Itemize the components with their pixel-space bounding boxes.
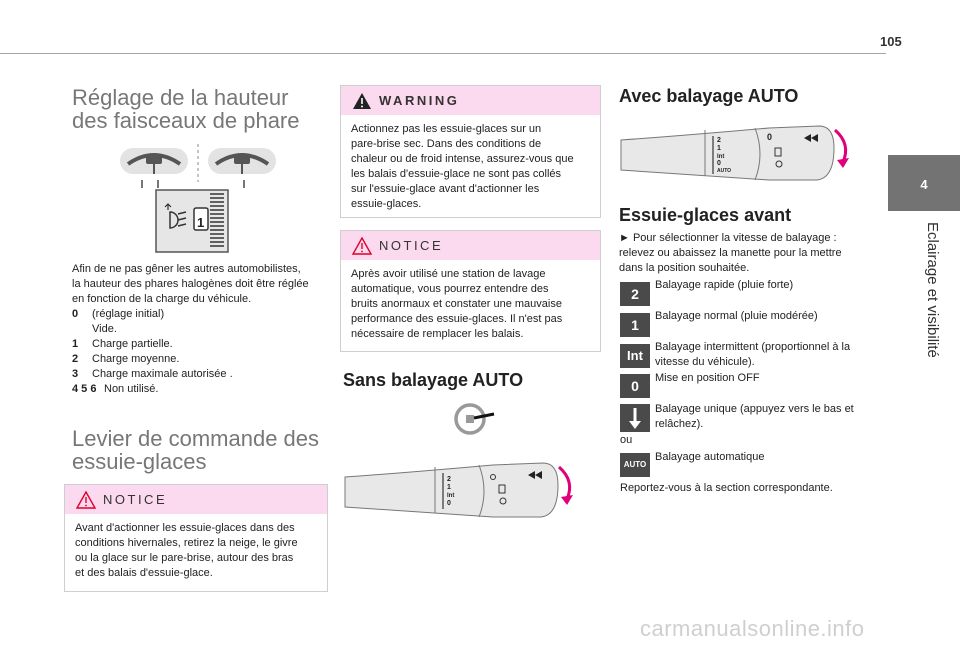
text-line: Afin de ne pas gêner les autres automobilistes, [72,263,301,275]
watermark: carmanualsonline.info [640,616,865,641]
mode-description [655,340,875,370]
text-line: en fonction de la charge du véhicule. [72,293,252,305]
heading-line: des faisceaux de phare [72,108,300,133]
text-line: Balayage unique (appuyez vers le bas et [655,403,854,415]
text-line: Balayage intermittent (proportionnel à la [655,341,851,353]
mode-description [655,309,875,324]
down-arrow-icon [620,404,650,432]
warning-header [341,86,600,115]
list-item [72,367,332,382]
text-line: ou la glace sur le pare-brise, autour des bras [75,552,294,564]
list-item [72,352,332,367]
chapter-title: Eclairage et visibilité [924,222,941,358]
chapter-number: 4 [920,177,928,192]
warning-triangle-icon [352,92,372,110]
stalk-label-1: 1 [447,484,451,491]
setting-key: 4 5 6 [72,383,97,395]
setting-text: Charge moyenne. [92,353,180,365]
notice-title: NOTICE [379,238,444,253]
notice-header [341,231,600,260]
text-line: essuie-glaces. [351,198,422,210]
or-label: ou [620,434,633,446]
text-line: bruits anormaux et constater une mauvaise [351,298,562,310]
auto-icon: AUTO [620,453,650,477]
headlamp-heading [72,86,300,132]
chapter-tab[interactable] [888,155,960,211]
notice-triangle-icon [352,237,372,255]
list-item [72,337,332,352]
text-line: Actionnez pas les essuie-glaces sur un [351,123,542,135]
mode-description [655,450,875,465]
text-line: Balayage rapide (pluie forte) [655,279,794,291]
warning-body [341,115,600,212]
speed-1-icon: 1 [620,313,650,337]
text-line: la hauteur des phares halogènes doit être réglée [72,278,309,290]
steering-wheel-icon [450,402,496,436]
text-line: relâchez). [655,418,704,430]
heading-line: Réglage de la hauteur [72,85,289,110]
setting-text: Charge partielle. [92,338,173,350]
stalk-label-auto: AUTO [717,168,732,174]
stalk-label-1: 1 [717,145,721,152]
mode-description [655,278,875,293]
text-line: dans la position souhaitée. [619,262,750,274]
text-line: conditions hivernales, retirez la neige, le givre [75,537,298,549]
stalk-label-int: Int [447,493,455,499]
mode-description [655,371,875,386]
text-line: Balayage normal (pluie modérée) [655,310,818,322]
wiper-stalk-auto-illustration [619,118,859,190]
front-wipers-heading: Essuie-glaces avant [619,205,792,225]
chapter-title-tab [888,212,960,532]
warning-box [340,85,601,218]
rear-wiper-zero-label: 0 [767,132,773,142]
stalk-label-0: 0 [717,160,721,167]
load-settings-list [72,307,332,397]
headlamp-intro [72,262,332,307]
stalk-label-int: Int [717,154,725,160]
off-icon: 0 [620,374,650,398]
heading-line: essuie-glaces [72,449,207,474]
text-line: sur l'essuie-glace avant d'actionner les [351,183,540,195]
with-auto-heading: Avec balayage AUTO [619,86,799,106]
text-line: automatique, vous pourrez entendre des [351,283,549,295]
reference-note: Reportez-vous à la section correspondante. [620,482,833,494]
text-line: Balayage automatique [655,451,765,463]
without-auto-heading: Sans balayage AUTO [343,370,524,390]
setting-text: Vide. [92,323,117,335]
mode-description [655,402,875,432]
notice-body [65,514,327,581]
text-line: relevez ou abaissez la manette pour la mettre [619,247,842,259]
headlamp-adjust-illustration [112,140,282,255]
steering-wheel-icon [120,148,188,174]
wiper-stalk-illustration [343,455,583,527]
text-line: et des balais d'essuie-glace. [75,567,213,579]
warning-title: WARNING [379,93,460,108]
text-line: performance des essuie-glaces. Il n'est pas [351,313,563,325]
heading-line: Levier de commande des [72,426,320,451]
setting-key: 2 [72,353,79,365]
stalk-label-2: 2 [717,137,721,144]
top-rule [0,53,886,54]
dial-number: 1 [197,215,205,230]
steering-wheel-icon [208,148,276,174]
list-item [72,382,332,397]
text-line: Avant d'actionner les essuie-glaces dans des [75,522,295,534]
headlamp-dial-icon [156,190,228,252]
notice-box [340,230,601,352]
text-line: Après avoir utilisé une station de lavage [351,268,546,280]
setting-text: (réglage initial) [92,308,165,320]
text-line: les balais d'essuie-glace ne sont pas collés [351,168,561,180]
stalk-label-0: 0 [447,500,451,507]
notice-header [65,485,327,514]
wiper-lever-heading [72,427,319,473]
setting-text: Non utilisé. [104,383,159,395]
notice-box [64,484,328,592]
text-line: Mise en position OFF [655,372,760,384]
text-line: nécessaire de remplacer les balais. [351,328,524,340]
front-wipers-intro [619,231,879,276]
notice-triangle-icon [76,491,96,509]
stalk-label-2: 2 [447,476,451,483]
text-line: chaleur ou de froid intense, assurez-vous que [351,153,574,165]
setting-key: 3 [72,368,79,380]
notice-title: NOTICE [103,492,168,507]
setting-key: 1 [72,338,79,350]
text-line: vitesse du véhicule). [655,356,755,368]
list-item [72,307,332,337]
intermittent-icon: Int [620,344,650,368]
notice-body [341,260,600,342]
speed-2-icon: 2 [620,282,650,306]
text-line: pare-brise sec. Dans des conditions de [351,138,542,150]
setting-key: 0 [72,308,79,320]
text-line: ► Pour sélectionner la vitesse de balayage : [619,232,837,244]
page-number: 105 [880,34,902,49]
setting-text: Charge maximale autorisée . [92,368,233,380]
